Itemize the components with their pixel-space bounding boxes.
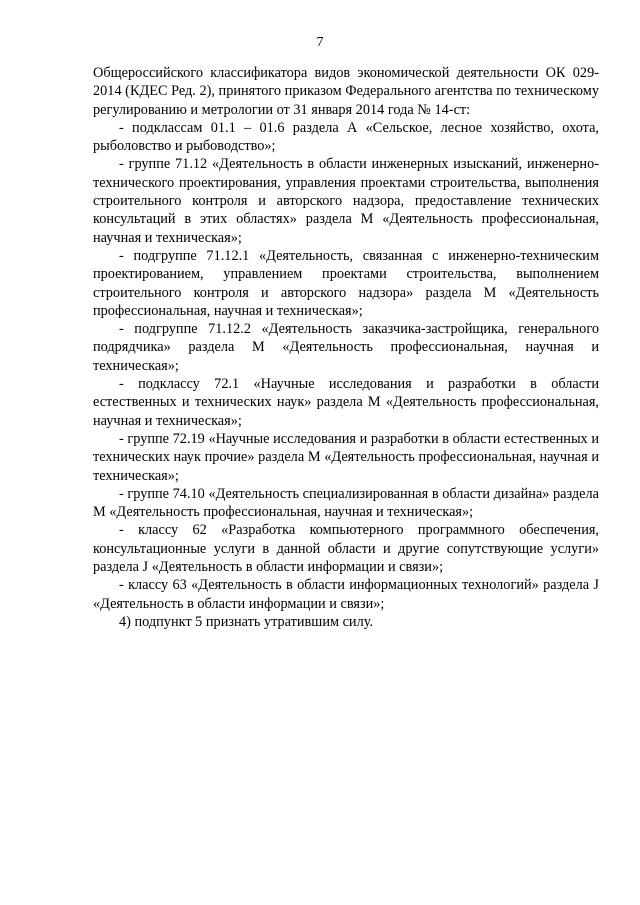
list-item-group-74-10: - группе 74.10 «Деятельность специализированная в области дизайна» раздела М «Деятельность профессиональная, научная и техническая»; <box>93 485 599 521</box>
list-item-group-72-19: - группе 72.19 «Научные исследования и разработки в области естественных и технических наук прочие» раздела М «Деятельность профессиональная, научная и техническая»; <box>93 430 599 484</box>
list-item-subclass-72-1: - подклассу 72.1 «Научные исследования и разработки в области естественных и технических наук» раздела М «Деятельность профессиональная, научная и техническая»; <box>93 376 599 429</box>
intro-paragraph: Общероссийского классификатора видов экономической деятельности ОК 029-2014 (КДЕС Ред. 2), принятого приказом Федерального агентства по техническому регулированию и метрологии от 31 января 2014 года № 14-ст: <box>93 65 599 118</box>
list-item-group-71-12: - группе 71.12 «Деятельность в области инженерных изысканий, инженерно-технического проектирования, управления проектами строительства, выполнения строительного контроля и авторского надзора, предоставление технических консультаций в этих областях» раздела М «Деятельность профессиональная, научная и техническая»; <box>93 156 599 246</box>
document-body <box>93 64 599 631</box>
list-item-class-63: - классу 63 «Деятельность в области информационных технологий» раздела J «Деятельность в области информации и связи»; <box>93 577 599 612</box>
list-item-subgroup-71-12-1: - подгруппе 71.12.1 «Деятельность, связанная с инженерно-техническим проектированием, управлением проектами строительства, выполнением строительного контроля и авторского надзора» раздела М «Деятельность профессиональная, научная и техническая»; <box>93 247 599 319</box>
list-item-subgroup-71-12-2: - подгруппе 71.12.2 «Деятельность заказчика-застройщика, генерального подрядчика» раздела М «Деятельность профессиональная, научная и техническая»; <box>93 321 599 374</box>
page-number: 7 <box>316 35 324 50</box>
subpoint-4: 4) подпункт 5 признать утратившим силу. <box>119 613 374 630</box>
list-item-class-62: - классу 62 «Разработка компьютерного программного обеспечения, консультационные услуги в данной области и другие сопутствующие услуги» раздела J «Деятельность в области информации и связи»; <box>93 522 599 576</box>
list-item-agriculture: - подклассам 01.1 – 01.6 раздела А «Сельское, лесное хозяйство, охота, рыболовство и рыбоводство»; <box>93 119 599 155</box>
